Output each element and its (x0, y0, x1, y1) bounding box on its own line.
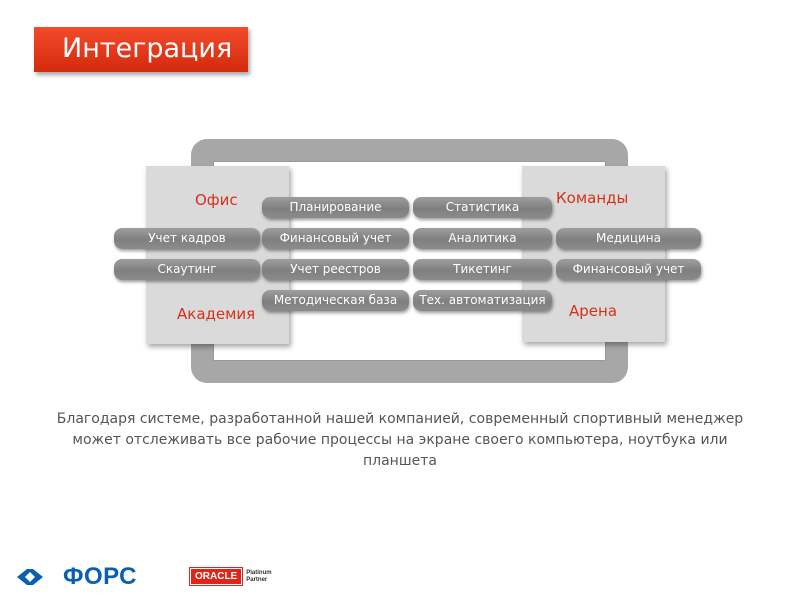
oracle-partner-line2: Partner (246, 576, 268, 583)
label-arena: Арена (569, 302, 618, 320)
pill-medicine: Медицина (556, 228, 701, 249)
pill-planning: Планирование (262, 197, 409, 218)
fors-logo (15, 562, 137, 592)
label-academy: Академия (177, 305, 256, 323)
pill-ticketing: Тикетинг (413, 259, 552, 280)
oracle-logo-text: ORACLE (190, 568, 242, 585)
pill-hr-accounting: Учет кадров (114, 228, 260, 249)
pill-methodical-base: Методическая база (262, 290, 409, 311)
pill-scouting: Скаутинг (114, 259, 260, 280)
fors-logo-text: ФОРС (63, 563, 137, 590)
pill-statistics: Статистика (413, 197, 552, 218)
slide-title-bar (34, 27, 248, 72)
oracle-platinum-partner-logo (190, 568, 272, 585)
oracle-partner-caption (246, 570, 271, 584)
description-text: Благодаря системе, разработанной нашей компанией, современный спортивный менеджер может отслеживать все рабочие процессы на экране своего компьютера, ноутбука или планшета (56, 411, 744, 469)
pill-financial-accounting-right: Финансовый учет (556, 259, 701, 280)
oracle-partner-line1: Platinum (246, 569, 272, 576)
slide-title: Интеграция (62, 33, 233, 64)
label-teams: Команды (556, 189, 629, 207)
pill-analytics: Аналитика (413, 228, 552, 249)
fors-arrows-icon (15, 565, 57, 589)
pill-financial-accounting: Финансовый учет (262, 228, 409, 249)
pill-tech-automation: Тех. автоматизация (413, 290, 552, 311)
pill-registry-accounting: Учет реестров (262, 259, 409, 280)
label-office: Офис (195, 191, 238, 209)
